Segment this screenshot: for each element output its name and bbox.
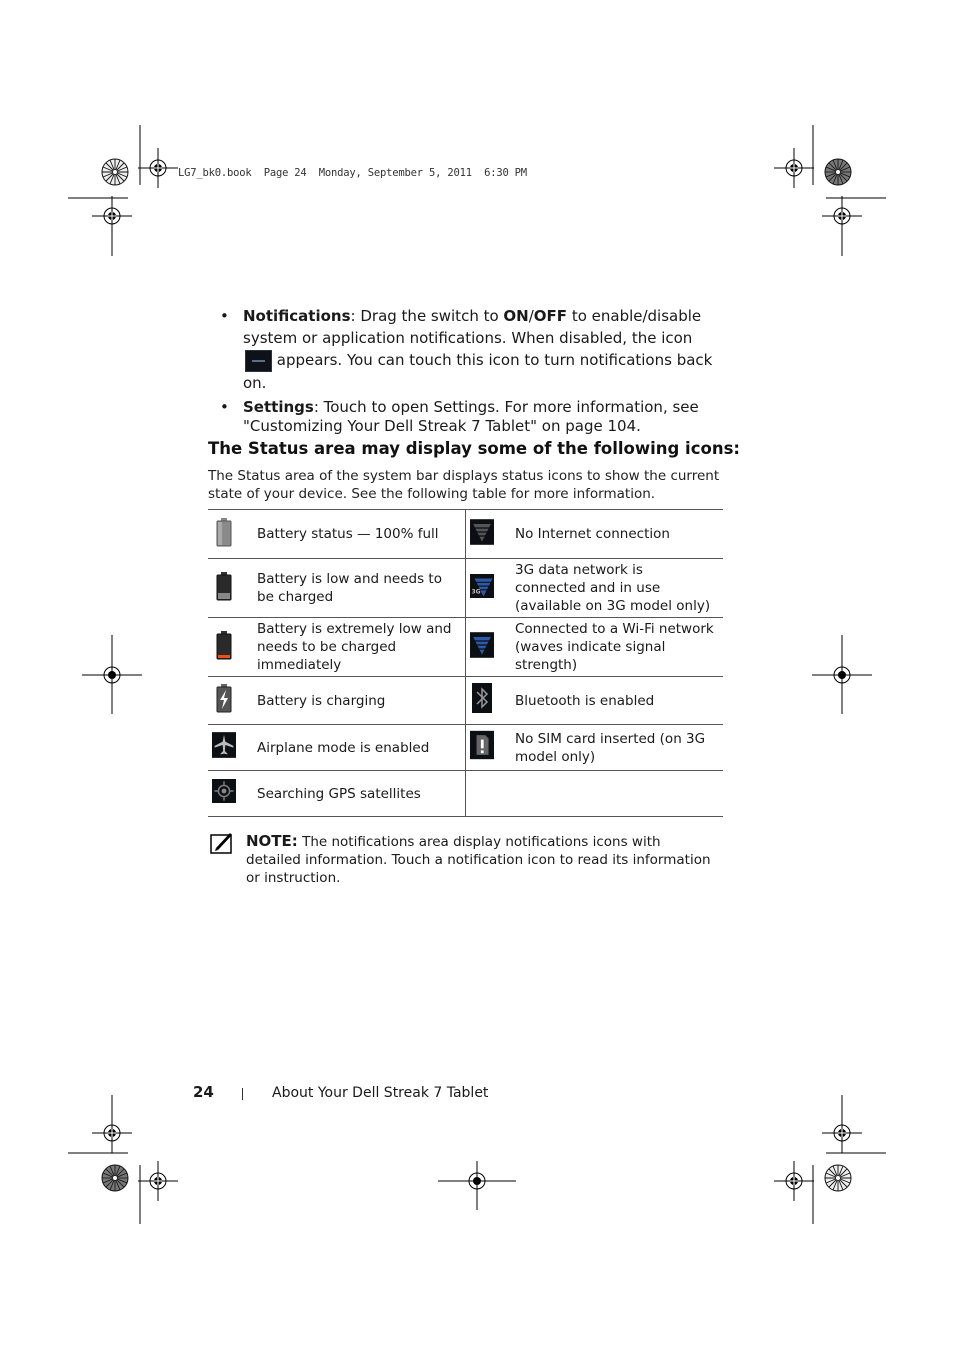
off-label: OFF [533,307,568,325]
note-label: NOTE: [246,832,298,850]
svg-text:3G: 3G [471,588,481,595]
table-cell: Battery is low and needs to be charged [257,559,466,618]
table-cell [208,677,257,725]
note-text [246,832,715,887]
table-row [208,771,723,817]
table-cell [466,510,516,559]
table-cell: No SIM card inserted (on 3G model only) [515,725,723,771]
table-cell: Battery is charging [257,677,466,725]
table-cell [208,725,257,771]
table-cell: No Internet connection [515,510,723,559]
bullet-dot: • [220,307,229,325]
table-cell: Searching GPS satellites [257,771,466,817]
section-heading: The Status area may display some of the following icons: [208,439,740,458]
table-row [208,725,723,771]
footer-divider [242,1088,243,1100]
slash: / [528,307,534,325]
table-cell [466,771,516,817]
print-slug: LG7_bk0.book Page 24 Monday, September 5, 2011 6:30 PM [178,167,527,179]
note-block [210,832,715,887]
bullet-text: to enable/disable system or application notifications. When disabled, the icon [243,307,702,347]
table-cell [208,559,257,618]
table-cell [466,618,516,677]
bluetooth-icon [470,683,494,713]
airplane-mode-icon [212,730,236,760]
bullet-list [220,305,720,436]
table-cell [466,677,516,725]
running-footer-title: About Your Dell Streak 7 Tablet [272,1085,489,1101]
table-cell [208,618,257,677]
bullet-text: : Drag the switch to [350,307,504,325]
table-cell: Bluetooth is enabled [515,677,723,725]
on-label: ON [503,307,529,325]
bullet-term: Settings [243,397,314,416]
table-row [208,559,723,618]
battery-critical-icon [212,630,236,660]
table-cell [208,510,257,559]
bullet-text: appears. You can touch this icon to turn notifications back on. [243,351,713,392]
gps-searching-icon [212,776,236,806]
table-cell: Battery status — 100% full [257,510,466,559]
no-sim-icon [470,730,494,760]
bullet-settings [220,398,720,436]
bullet-term: Notifications [243,307,351,325]
bullet-notifications [220,305,720,394]
bullet-text: : Touch to open Settings. For more information, see "Customizing Your Dell Streak 7 Tablet" on page 104. [243,397,699,435]
table-row [208,510,723,559]
wifi-signal-icon [470,630,494,660]
page-number: 24 [193,1083,214,1101]
table-cell: Airplane mode is enabled [257,725,466,771]
table-row [208,677,723,725]
notifications-off-icon [245,350,272,372]
table-row [208,618,723,677]
battery-full-icon [212,517,236,547]
table-cell [466,725,516,771]
table-cell [208,771,257,817]
table-cell [466,559,516,618]
no-internet-icon [470,517,494,547]
battery-charging-icon [212,683,236,713]
3g-data-icon [470,571,494,601]
table-cell: Connected to a Wi-Fi network (waves indicate signal strength) [515,618,723,677]
table-cell [515,771,723,817]
status-icons-table [208,509,723,817]
table-cell: Battery is extremely low and needs to be charged immediately [257,618,466,677]
note-body: The notifications area display notifications icons with detailed information. Touch a notification icon to read its information or instruction. [246,834,711,886]
battery-low-icon [212,571,236,601]
intro-paragraph: The Status area of the system bar displays status icons to show the current state of your device. See the following table for more information. [208,468,720,502]
table-cell: 3G data network is connected and in use (available on 3G model only) [515,559,723,618]
note-pencil-icon [210,832,234,854]
bullet-dot: • [220,397,229,416]
